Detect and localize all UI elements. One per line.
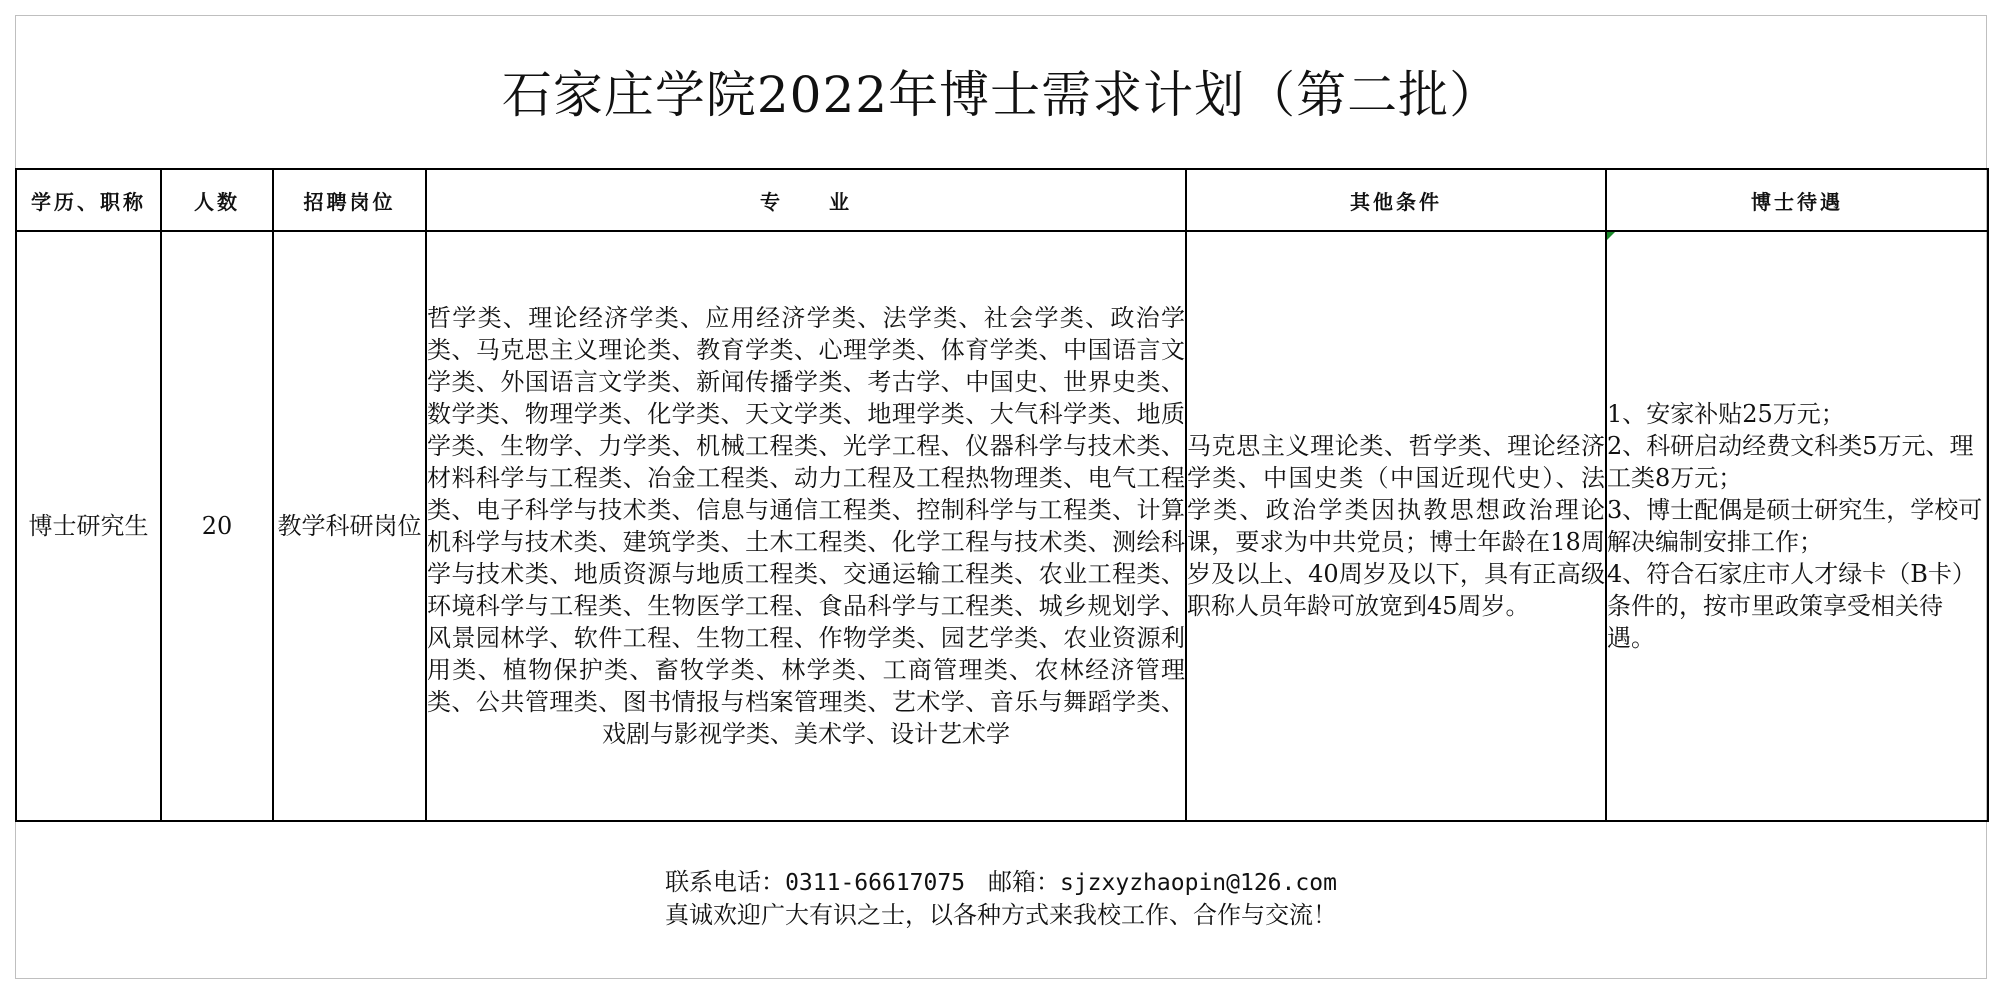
- recruitment-plan-table: [15, 168, 1989, 822]
- header-education: 学历、职称: [16, 169, 161, 231]
- header-major: 专 业: [426, 169, 1186, 231]
- contact-line: [15, 866, 1987, 899]
- welcome-message: 真诚欢迎广大有识之士，以各种方式来我校工作、合作与交流！: [665, 901, 1337, 929]
- page-title: 石家庄学院2022年博士需求计划（第二批）: [501, 66, 1501, 124]
- phone-label: 联系电话：: [665, 868, 786, 896]
- benefit-item-1: 1、安家补贴25万元；: [1607, 400, 1845, 428]
- cell-education: 博士研究生: [16, 231, 161, 821]
- cell-major: 哲学类、理论经济学类、应用经济学类、法学类、社会学类、政治学类、马克思主义理论类、教育学类、心理学类、体育学类、中国语言文学类、外国语言文学类、新闻传播学类、考古学、中国史、世界史类、数学类、物理学类、化学类、天文学类、地理学类、大气科学类、地质学类、生物学、力学类、机械工程类、光学工程、仪器科学与技术类、材料科学与工程类、冶金工程类、动力工程及工程热物理类、电气工程类、电子科学与技术类、信息与通信工程类、控制科学与工程类、计算机科学与技术类、建筑学类、土木工程类、化学工程与技术类、测绘科学与技术类、地质资源与地质工程类、交通运输工程类、农业工程类、环境科学与工程类、生物医学工程、食品科学与工程类、城乡规划学、风景园林学、软件工程、生物工程、作物学类、园艺学类、农业资源利用类、植物保护类、畜牧学类、林学类、工商管理类、农林经济管理类、公共管理类、图书情报与档案管理类、艺术学、音乐与舞蹈学类、戏剧与影视学类、美术学、设计艺术学: [426, 231, 1186, 821]
- cell-position: 教学科研岗位: [273, 231, 426, 821]
- header-benefits: 博士待遇: [1606, 169, 1988, 231]
- benefit-item-3: 3、博士配偶是硕士研究生，学校可解决编制安排工作；: [1607, 496, 1983, 556]
- cell-benefits: [1606, 231, 1988, 821]
- header-conditions: 其他条件: [1186, 169, 1606, 231]
- table-header-row: [16, 169, 1988, 231]
- benefit-item-4: 4、符合石家庄市人才绿卡（B卡）条件的，按市里政策享受相关待遇。: [1607, 560, 1976, 652]
- header-count: 人数: [161, 169, 273, 231]
- email-label: 邮箱：: [987, 868, 1060, 896]
- contact-footer: [15, 866, 1987, 931]
- cell-count: 20: [161, 231, 273, 821]
- benefit-item-2: 2、科研启动经费文科类5万元、理工类8万元；: [1607, 432, 1974, 492]
- comment-marker-icon: [1607, 232, 1615, 240]
- phone-number: 0311-66617075: [785, 870, 966, 896]
- cell-conditions: 马克思主义理论类、哲学类、理论经济学类、中国史类（中国近现代史）、法学类、政治学类因执教思想政治理论课，要求为中共党员；博士年龄在18周岁及以上、40周岁及以下，具有正高级职称人员年龄可放宽到45周岁。: [1186, 231, 1606, 821]
- header-position: 招聘岗位: [273, 169, 426, 231]
- email-address: sjzxyzhaopin@126.com: [1059, 870, 1337, 896]
- table-row: [16, 231, 1988, 821]
